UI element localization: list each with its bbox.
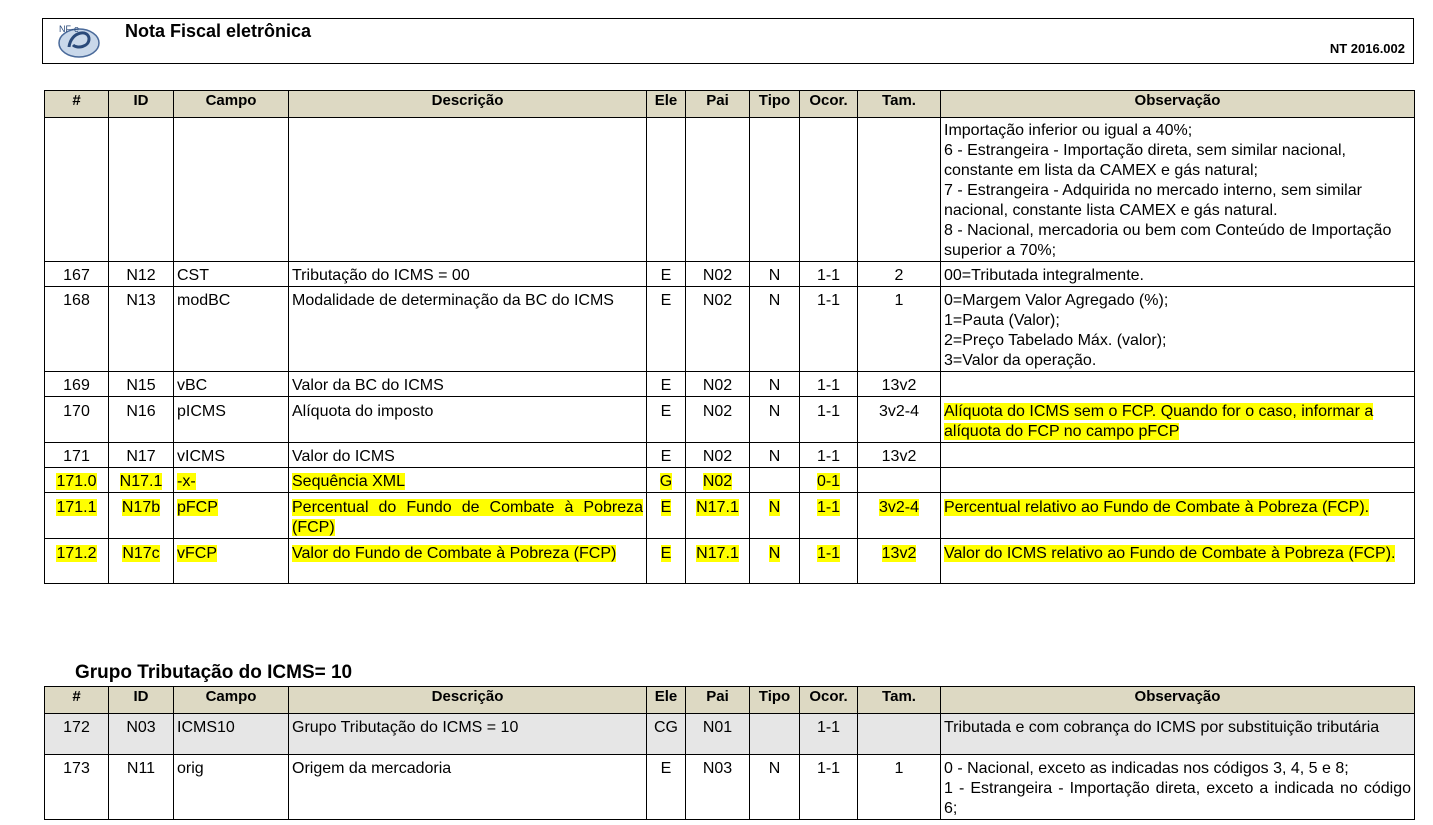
cell-tipo [750, 493, 800, 539]
cell-text-id: N17c [122, 545, 160, 562]
cell-pai [686, 755, 750, 820]
cell-num [45, 468, 109, 493]
cell-num [45, 443, 109, 468]
obs-line: 1=Pauta (Valor); [944, 312, 1060, 329]
col-tipo: Tipo [750, 687, 800, 714]
col-observacao: Observação [941, 687, 1415, 714]
cell-text-desc: Origem da mercadoria [292, 760, 452, 777]
cell-text-desc: Valor da BC do ICMS [292, 377, 444, 394]
cell-ocor [800, 493, 858, 539]
document-title: Nota Fiscal eletrônica [125, 21, 312, 41]
col-campo: Campo [174, 687, 289, 714]
obs-line: Alíquota do ICMS sem o FCP. Quando for o caso, informar a alíquota do FCP no campo pFCP [944, 403, 1374, 440]
cell-text-pai: N17.1 [696, 499, 739, 516]
cell-tam [858, 714, 941, 755]
cell-tipo [750, 714, 800, 755]
table-row [45, 755, 1415, 820]
cell-text-pai: N17.1 [696, 545, 739, 562]
obs-line: 7 - Estrangeira - Adquirida no mercado interno, sem similar nacional, constante lista CAMEX e gás natural. [944, 182, 1362, 219]
cell-campo [174, 714, 289, 755]
cell-desc [289, 372, 647, 397]
cell-text-id: N03 [126, 719, 156, 736]
obs-line: 3=Valor da operação. [944, 352, 1097, 369]
obs-line: 1 - Estrangeira - Importação direta, exceto a indicada no código 6; [944, 780, 1411, 817]
cell-tipo [750, 262, 800, 287]
obs-line: 8 - Nacional, mercadoria ou bem com Conteúdo de Importação superior a 70%; [944, 222, 1392, 259]
cell-text-id: N17.1 [119, 473, 163, 490]
cell-text-tam: 13v2 [881, 377, 917, 394]
cell-text-desc: Valor do ICMS [292, 448, 395, 465]
cell-campo [174, 443, 289, 468]
obs-line: 0=Margem Valor Agregado (%); [944, 292, 1169, 309]
cell-text-tam: 1 [894, 292, 904, 309]
cell-text-tam: 3v2-4 [878, 499, 920, 516]
cell-text-ele: G [659, 473, 673, 490]
cell-text-ocor: 1-1 [816, 760, 841, 777]
obs-line: Importação inferior ou igual a 40%; [944, 122, 1193, 139]
cell-tam [858, 262, 941, 287]
cell-tipo [750, 539, 800, 584]
cell-obs [941, 539, 1415, 584]
cell-tipo [750, 372, 800, 397]
cell-text-pai: N02 [702, 292, 733, 309]
col-num: # [45, 91, 109, 118]
cell-tam [858, 539, 941, 584]
table-row [45, 539, 1415, 584]
cell-id [109, 755, 174, 820]
obs-line: Percentual relativo ao Fundo de Combate à Pobreza (FCP). [944, 499, 1370, 516]
cell-text-tam: 1 [894, 760, 904, 777]
cell-text-num: 168 [63, 292, 90, 309]
cell-text-pai: N03 [702, 760, 733, 777]
cell-text-tam: 13v2 [881, 545, 917, 562]
cell-obs [941, 468, 1415, 493]
section-title: Grupo Tributação do ICMS= 10 [75, 662, 353, 683]
col-descricao: Descrição [289, 91, 647, 118]
col-descricao: Descrição [289, 687, 647, 714]
cell-num [45, 372, 109, 397]
cell-text-tipo: N [768, 377, 781, 394]
cell-num [45, 755, 109, 820]
cell-text-ele: E [660, 448, 672, 465]
cell-num [45, 262, 109, 287]
table-row [45, 468, 1415, 493]
cell-desc [289, 755, 647, 820]
cell-text-id: N13 [126, 292, 156, 309]
cell-ele [647, 372, 686, 397]
table-row [45, 443, 1415, 468]
cell-text-id: N12 [126, 267, 156, 284]
svg-text:NF-e: NF-e [59, 24, 79, 34]
cell-desc [289, 493, 647, 539]
cell-id [109, 397, 174, 443]
table-row [45, 372, 1415, 397]
cell-obs [941, 493, 1415, 539]
cell-text-ocor: 1-1 [816, 499, 841, 516]
table-row [45, 397, 1415, 443]
cell-ocor [800, 262, 858, 287]
cell-num [45, 493, 109, 539]
document-code: NT 2016.002 [1329, 41, 1405, 56]
obs-line: 2=Preço Tabelado Máx. (valor); [944, 332, 1167, 349]
continuation-row [45, 118, 1415, 262]
cell-ocor [800, 468, 858, 493]
cell-obs [941, 262, 1415, 287]
nfe-logo [55, 21, 103, 61]
cell-id [109, 539, 174, 584]
cell-tipo [750, 287, 800, 372]
col-tam: Tam. [858, 91, 941, 118]
cell-campo [174, 397, 289, 443]
cell-text-campo: vBC [177, 377, 208, 394]
cell-text-tam: 13v2 [881, 448, 917, 465]
cell-campo [174, 468, 289, 493]
cell-id [109, 493, 174, 539]
cell-pai [686, 287, 750, 372]
fields-table-icms10 [44, 686, 1415, 820]
cell-id [109, 372, 174, 397]
table-row [45, 714, 1415, 755]
cell-pai [686, 262, 750, 287]
cell-tipo [750, 468, 800, 493]
cell-tam [858, 443, 941, 468]
cell-id [109, 287, 174, 372]
cell-tam [858, 372, 941, 397]
cell-desc [289, 262, 647, 287]
table-row [45, 493, 1415, 539]
cell-desc [289, 468, 647, 493]
cell-text-num: 172 [63, 719, 90, 736]
cell-text-ele: E [660, 499, 672, 516]
cell-text-ocor: 1-1 [816, 719, 841, 736]
cell-text-num: 170 [63, 403, 90, 420]
cell-ele [647, 468, 686, 493]
cell-tam [858, 287, 941, 372]
cell-ocor [800, 755, 858, 820]
obs-line: Valor do ICMS relativo ao Fundo de Combate à Pobreza (FCP). [944, 545, 1396, 562]
cell-campo [174, 755, 289, 820]
cell-text-num: 167 [63, 267, 90, 284]
cell-ocor [800, 443, 858, 468]
cell-text-num: 169 [63, 377, 90, 394]
cell-num [45, 397, 109, 443]
cell-obs [941, 714, 1415, 755]
cell-text-pai: N02 [702, 403, 733, 420]
cell-pai [686, 493, 750, 539]
cell-ocor [800, 372, 858, 397]
cell-text-desc: Sequência XML [292, 473, 405, 490]
cell-ele [647, 397, 686, 443]
cell-text-tam: 2 [894, 267, 904, 284]
cell-ele [647, 493, 686, 539]
cell-num [45, 287, 109, 372]
cell-pai [686, 714, 750, 755]
col-campo: Campo [174, 91, 289, 118]
cell-num [45, 714, 109, 755]
cell-text-ocor: 1-1 [816, 377, 841, 394]
cell-tipo [750, 755, 800, 820]
cell-pai [686, 372, 750, 397]
cell-ele [647, 714, 686, 755]
cell-pai [686, 397, 750, 443]
cell-id [109, 714, 174, 755]
cell-text-desc: Valor do Fundo de Combate à Pobreza (FCP) [292, 545, 617, 562]
cell-desc [289, 287, 647, 372]
col-tipo: Tipo [750, 91, 800, 118]
cell-text-num: 171.1 [56, 499, 97, 516]
col-id: ID [109, 687, 174, 714]
cell-text-ele: E [660, 267, 672, 284]
cell-text-desc: Grupo Tributação do ICMS = 10 [292, 719, 519, 736]
cell-text-ocor: 0-1 [816, 473, 841, 490]
cell-text-ele: E [660, 377, 672, 394]
cell-text-pai: N02 [702, 267, 733, 284]
cell-tam [858, 468, 941, 493]
cell-text-ocor: 1-1 [816, 403, 841, 420]
cell-text-tipo: N [768, 403, 781, 420]
obs-line: 6 - Estrangeira - Importação direta, sem similar nacional, constante em lista da CAMEX e gás natural; [944, 142, 1346, 179]
cell-tipo [750, 443, 800, 468]
cell-desc [289, 714, 647, 755]
cell-obs [941, 372, 1415, 397]
document-header [42, 18, 1414, 64]
cell-text-tipo: N [768, 267, 781, 284]
col-id: ID [109, 91, 174, 118]
cell-text-pai: N02 [702, 448, 733, 465]
cell-text-campo: pICMS [177, 403, 226, 420]
cell-pai [686, 443, 750, 468]
cell-obs [941, 397, 1415, 443]
cell-id [109, 468, 174, 493]
cell-campo [174, 493, 289, 539]
cell-id [109, 262, 174, 287]
cell-text-num: 171.0 [56, 473, 97, 490]
cell-text-id: N17b [121, 499, 161, 516]
col-ele: Ele [647, 687, 686, 714]
cell-pai [686, 539, 750, 584]
cell-text-desc: Tributação do ICMS = 00 [292, 267, 470, 284]
cell-text-campo: CST [177, 267, 209, 284]
col-tam: Tam. [858, 687, 941, 714]
cell-ocor [800, 539, 858, 584]
cell-text-tipo: N [768, 292, 781, 309]
cell-text-ele: E [660, 760, 672, 777]
cell-text-tipo: N [768, 760, 781, 777]
cell-text-tipo: N [768, 499, 781, 516]
cell-campo [174, 262, 289, 287]
cell-text-pai: N02 [702, 473, 733, 490]
cell-tam [858, 755, 941, 820]
table-header-row [45, 91, 1415, 118]
cell-campo [174, 287, 289, 372]
cell-obs [941, 287, 1415, 372]
col-ocor: Ocor. [800, 687, 858, 714]
col-num: # [45, 687, 109, 714]
cell-obs [941, 755, 1415, 820]
cell-desc [289, 397, 647, 443]
cell-text-num: 173 [63, 760, 90, 777]
cell-text-ocor: 1-1 [816, 292, 841, 309]
cell-text-desc: Alíquota do imposto [292, 403, 434, 420]
cell-text-id: N15 [126, 377, 156, 394]
cell-text-campo: modBC [177, 292, 231, 309]
obs-line: 0 - Nacional, exceto as indicadas nos códigos 3, 4, 5 e 8; [944, 760, 1349, 777]
cell-text-id: N16 [126, 403, 156, 420]
table-header-row [45, 687, 1415, 714]
cell-campo [174, 372, 289, 397]
cell-ocor [800, 287, 858, 372]
cell-text-ele: E [660, 403, 672, 420]
continuation-observation [941, 118, 1415, 262]
cell-desc [289, 443, 647, 468]
cell-obs [941, 443, 1415, 468]
cell-desc [289, 539, 647, 584]
cell-text-ele: E [660, 292, 672, 309]
col-pai: Pai [686, 91, 750, 118]
cell-ocor [800, 397, 858, 443]
obs-line: 00=Tributada integralmente. [944, 267, 1144, 284]
cell-ele [647, 262, 686, 287]
cell-text-tipo: N [768, 545, 781, 562]
col-observacao: Observação [941, 91, 1415, 118]
col-pai: Pai [686, 687, 750, 714]
cell-tam [858, 493, 941, 539]
cell-text-campo: ICMS10 [177, 719, 235, 736]
cell-text-pai: N01 [702, 719, 733, 736]
cell-text-desc: Percentual do Fundo de Combate à Pobreza (FCP) [292, 499, 643, 536]
cell-text-ocor: 1-1 [816, 448, 841, 465]
cell-text-ocor: 1-1 [816, 267, 841, 284]
cell-text-tipo: N [768, 448, 781, 465]
cell-campo [174, 539, 289, 584]
cell-text-campo: vFCP [177, 545, 217, 562]
cell-ele [647, 443, 686, 468]
col-ele: Ele [647, 91, 686, 118]
cell-text-id: N11 [126, 760, 156, 777]
table-row [45, 262, 1415, 287]
cell-text-ocor: 1-1 [816, 545, 841, 562]
cell-text-campo: orig [177, 760, 204, 777]
obs-line: Tributada e com cobrança do ICMS por substituição tributária [944, 719, 1380, 736]
cell-text-tam: 3v2-4 [878, 403, 920, 420]
cell-text-num: 171.2 [56, 545, 97, 562]
cell-tipo [750, 397, 800, 443]
cell-text-desc: Modalidade de determinação da BC do ICMS [292, 292, 614, 309]
cell-text-num: 171 [63, 448, 90, 465]
cell-ocor [800, 714, 858, 755]
cell-text-campo: vICMS [177, 448, 225, 465]
cell-text-campo: pFCP [177, 499, 218, 516]
cell-pai [686, 468, 750, 493]
cell-text-pai: N02 [702, 377, 733, 394]
cell-text-id: N17 [126, 448, 156, 465]
fields-table [44, 90, 1415, 584]
cell-ele [647, 287, 686, 372]
cell-text-ele: CG [654, 719, 678, 736]
cell-ele [647, 755, 686, 820]
col-ocor: Ocor. [800, 91, 858, 118]
cell-num [45, 539, 109, 584]
cell-text-ele: E [660, 545, 672, 562]
cell-tam [858, 397, 941, 443]
cell-text-campo: -x- [177, 473, 196, 490]
cell-id [109, 443, 174, 468]
table-row [45, 287, 1415, 372]
cell-ele [647, 539, 686, 584]
